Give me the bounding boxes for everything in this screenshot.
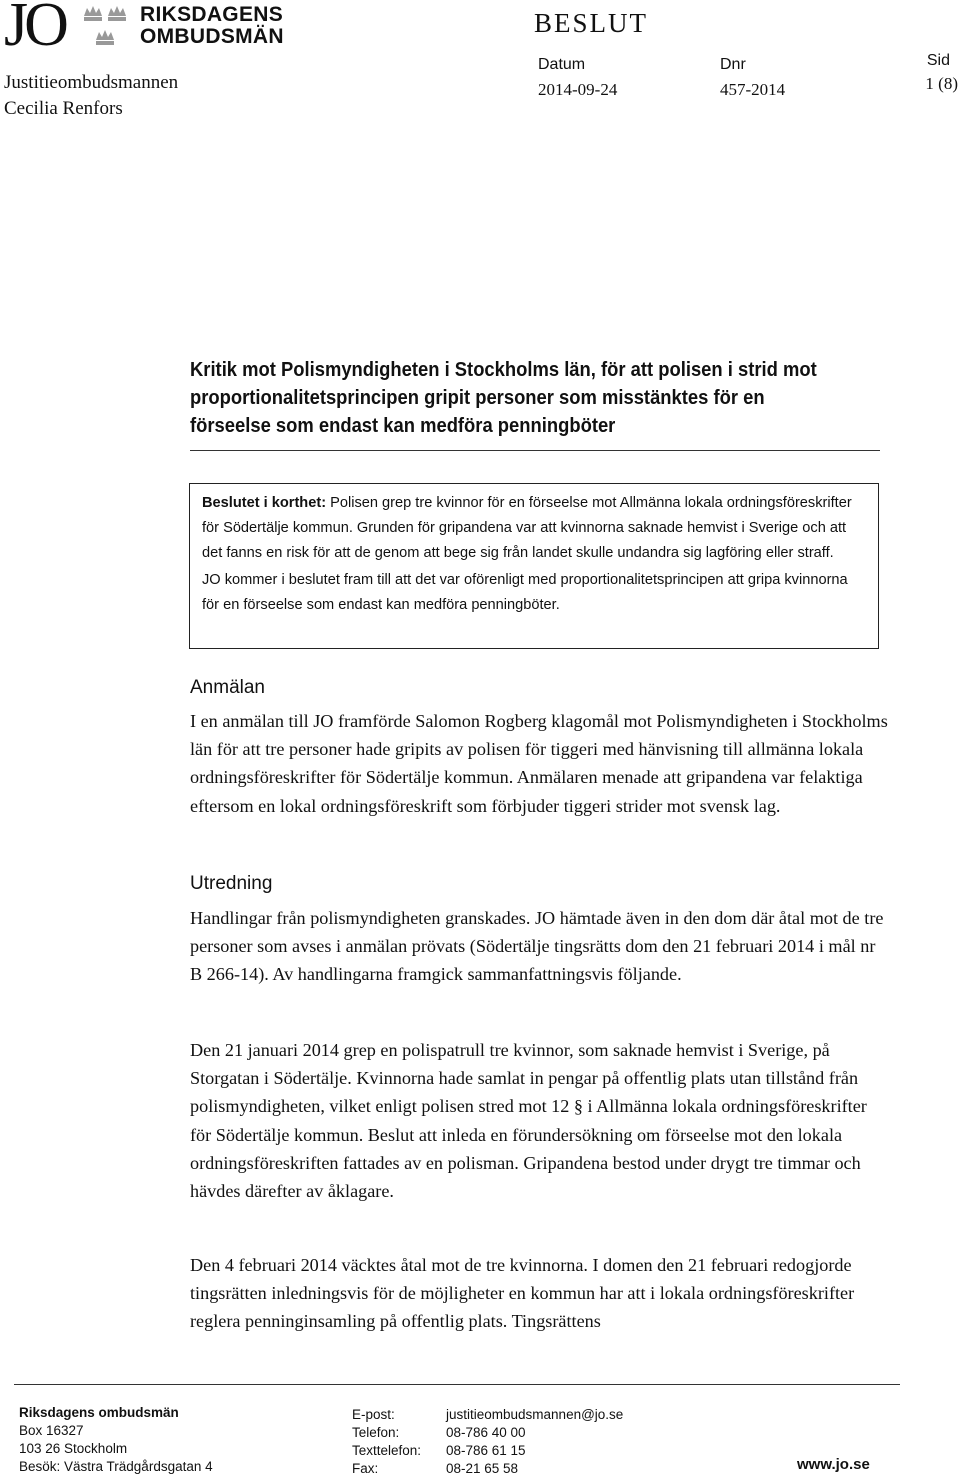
date-label: Datum bbox=[538, 56, 586, 73]
footer-address bbox=[19, 1404, 213, 1476]
crown-icon bbox=[108, 6, 126, 21]
summary-box bbox=[189, 483, 879, 649]
title-divider bbox=[190, 450, 880, 451]
footer-phone-value: 08-786 40 00 bbox=[446, 1425, 526, 1440]
footer-textphone-label: Texttelefon: bbox=[352, 1443, 422, 1458]
footer-fax-label: Fax: bbox=[352, 1461, 379, 1476]
footer-web-link[interactable]: www.jo.se bbox=[797, 1456, 870, 1473]
utredning-paragraph-1: Handlingar från polismyndigheten granskades. JO hämtade även in den dom där åtal mot de tre personer som avses i anmälan prövats (Södertälje tingsrätts dom den 21 februari 2014 i mål nr B 266-14). Av handlingarna framgick sammanfattningsvis följande. bbox=[190, 908, 884, 985]
footer-email-label: E-post: bbox=[352, 1407, 395, 1422]
footer-visit: Besök: Västra Trädgårdsgatan 4 bbox=[19, 1459, 213, 1474]
page-label: Sid bbox=[926, 52, 950, 69]
dnr-label: Dnr bbox=[720, 56, 746, 73]
summary-text-1: Polisen grep tre kvinnor för en förseelse mot Allmänna lokala ordningsföreskrifter för Södertälje kommun. Grunden för gripandena var att kvinnorna saknade hemvist i Sverige och att det fanns en risk för att de genom att bege sig från landet skulle undandra sig lagföring eller straff. bbox=[202, 495, 852, 561]
date-value: 2014-09-24 bbox=[538, 80, 618, 99]
footer-contact-values bbox=[446, 1406, 623, 1478]
sender-title: Justitieombudsmannen bbox=[4, 72, 179, 93]
sender-name: Cecilia Renfors bbox=[4, 98, 123, 119]
footer-fax-value: 08-21 65 58 bbox=[446, 1461, 519, 1476]
logo-name-line1: RIKSDAGENS bbox=[140, 3, 284, 26]
footer-postal: 103 26 Stockholm bbox=[19, 1441, 128, 1456]
footer-org: Riksdagens ombudsmän bbox=[19, 1405, 179, 1420]
logo-name bbox=[140, 4, 284, 48]
footer-box: Box 16327 bbox=[19, 1423, 84, 1438]
footer-email-link[interactable]: justitieombudsmannen@jo.se bbox=[446, 1407, 624, 1422]
heading-utredning: Utredning bbox=[190, 873, 273, 894]
dnr-value: 457-2014 bbox=[720, 80, 786, 99]
heading-anmalan: Anmälan bbox=[190, 677, 265, 698]
crowns-logo-icon bbox=[82, 2, 132, 52]
summary-paragraph-1 bbox=[202, 491, 866, 566]
footer-textphone-value: 08-786 61 15 bbox=[446, 1443, 526, 1458]
document-title: Kritik mot Polismyndigheten i Stockholms län, för att polisen i strid mot proportionalitetsprincipen gripit personer som misstänktes för en förseelse som endast kan medföra penningböter bbox=[190, 359, 817, 437]
sender-block bbox=[4, 70, 178, 122]
document-type: BESLUT bbox=[534, 8, 649, 38]
crown-icon bbox=[96, 30, 114, 45]
logo-name-line2: OMBUDSMÄN bbox=[140, 25, 284, 48]
footer-contact-labels bbox=[352, 1406, 421, 1478]
footer-phone-label: Telefon: bbox=[352, 1425, 400, 1440]
utredning-paragraph-2: Den 21 januari 2014 grep en polispatrull tre kvinnor, som saknade hemvist i Sverige, på Storgatan i Södertälje. Kvinnorna hade samlat in pengar på offentlig plats utan tillstånd från polismyndigheten, vilket enligt polisen stred mot 12 § i Allmänna lokala ordningsföreskrifter för Södertälje kommun. Beslut att inleda en förundersökning om förseelse mot den lokala ordningsföreskriften fattades av en polisman. Gripandena bestod under drygt tre timmar och hävdes därefter av åklagare. bbox=[190, 1040, 867, 1202]
anmalan-paragraph: I en anmälan till JO framförde Salomon Rogberg klagomål mot Polismyndigheten i Stockholms län för att tre personer hade gripits av polisen för tiggeri med hänvisning till allmänna lokala ordningsföreskrifter för Södertälje kommun. Anmälaren menade att gripandena var felaktiga eftersom en lokal ordningsföreskrift som förbjuder tiggeri strider mot svensk lag. bbox=[190, 711, 888, 816]
crown-icon bbox=[84, 6, 102, 21]
page-value: 1 (8) bbox=[925, 74, 958, 93]
logo-initials: JO bbox=[4, 0, 65, 59]
summary-paragraph-2: JO kommer i beslutet fram till att det var oförenligt med proportionalitetsprincipen att gripa kvinnorna för en förseelse som endast kan medföra penningböter. bbox=[202, 572, 848, 613]
summary-lead: Beslutet i korthet: bbox=[202, 495, 327, 511]
utredning-paragraph-3: Den 4 februari 2014 väcktes åtal mot de tre kvinnorna. I domen den 21 februari redogjorde tingsrätten inledningsvis för de möjligheter en kommun har att i lokala ordningsföreskrifter reglera penninginsamling på offentlig plats. Tingsrättens bbox=[190, 1255, 855, 1332]
footer-divider bbox=[14, 1384, 900, 1385]
